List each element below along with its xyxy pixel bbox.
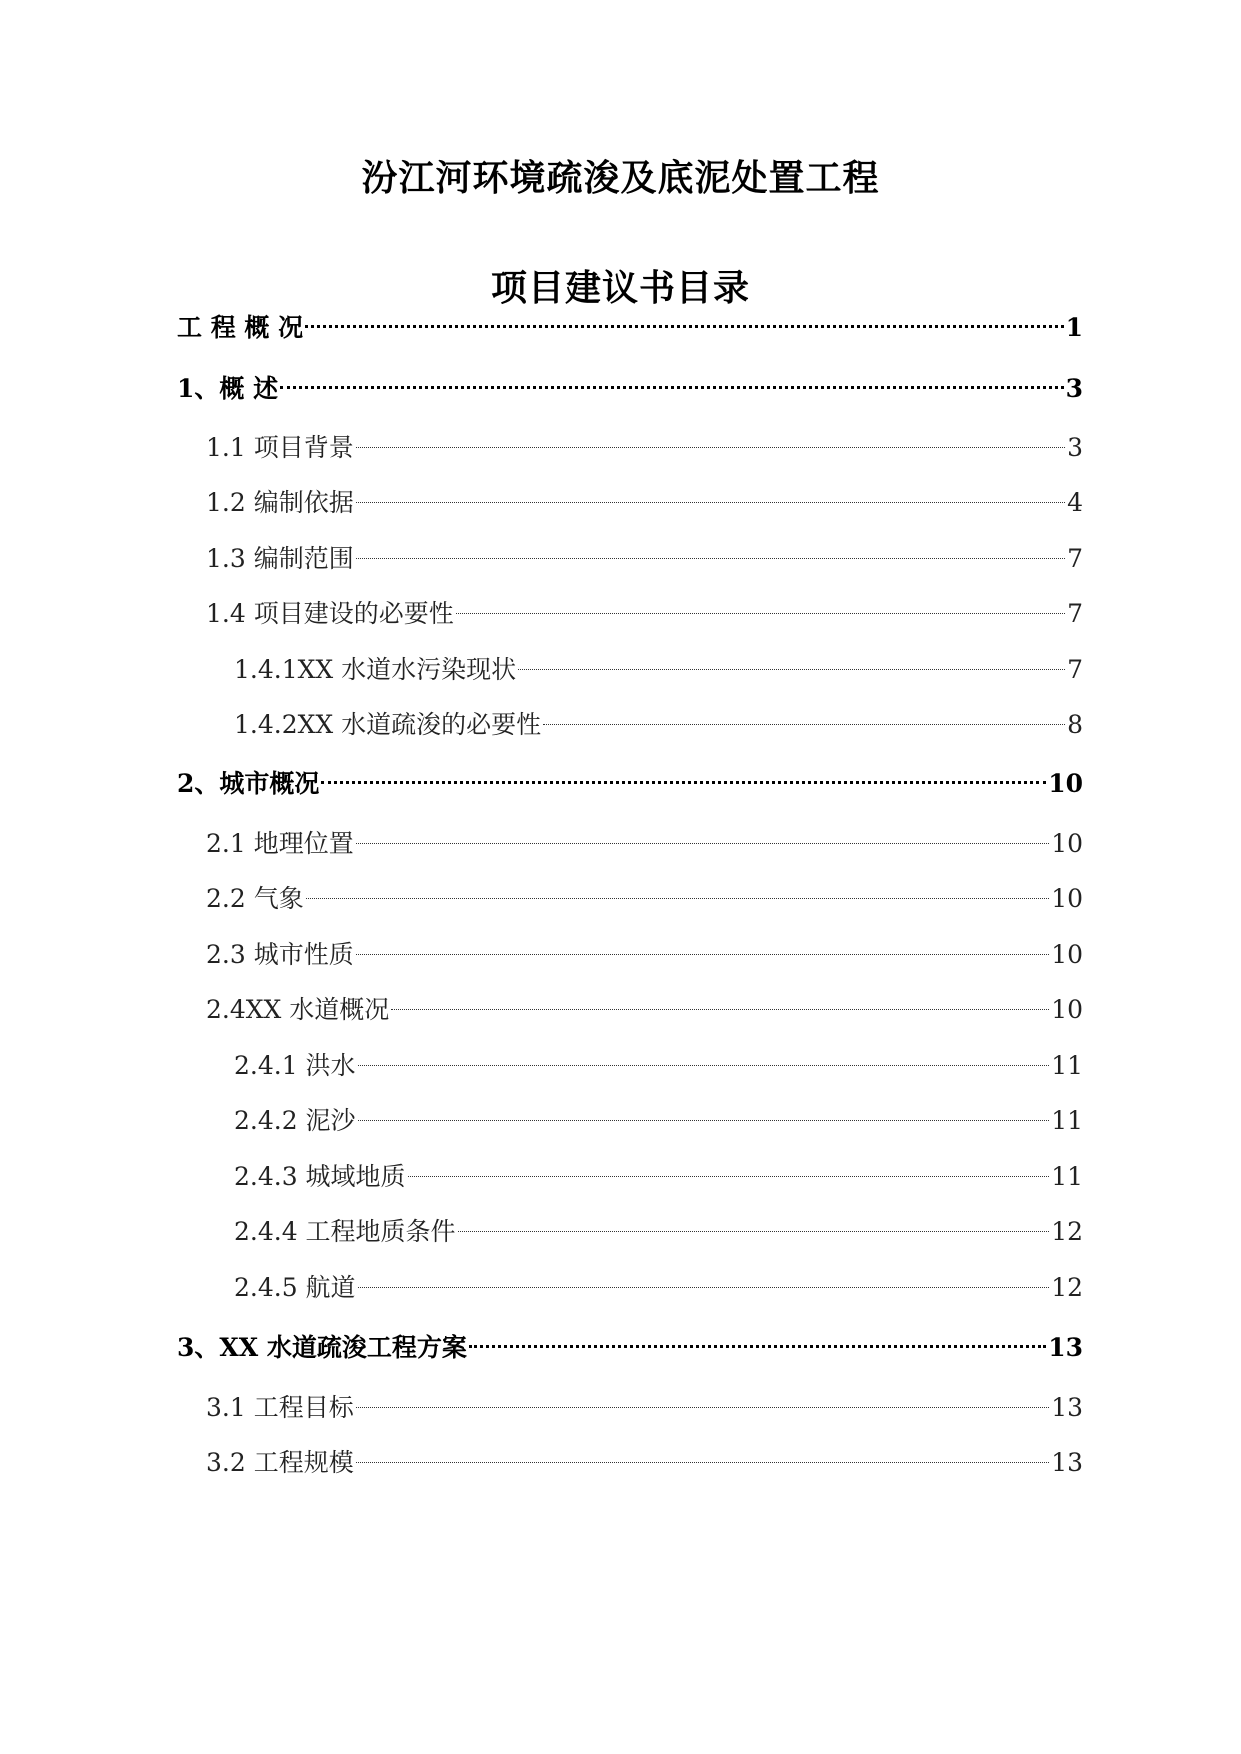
toc-leader-dots <box>356 422 1065 456</box>
toc-entry-label: 1.2 编制依据 <box>206 488 354 517</box>
toc-leader-dots <box>518 644 1065 678</box>
toc-entry-label: 1.4.1XX 水道水污染现状 <box>234 655 517 684</box>
toc-entry[interactable] <box>234 1095 1083 1135</box>
toc-entry[interactable] <box>206 533 1083 573</box>
toc-leader-dots <box>280 363 1063 397</box>
toc-entry[interactable] <box>206 929 1083 969</box>
toc-entry-label: 1.1 项目背景 <box>206 433 354 462</box>
toc-entry[interactable] <box>234 644 1083 684</box>
toc-entry-page: 13 <box>1051 1393 1083 1422</box>
toc-entry-label: 1.4.2XX 水道疏浚的必要性 <box>234 710 542 739</box>
toc-entry[interactable] <box>177 1322 1083 1362</box>
toc-entry-page: 3 <box>1067 433 1083 462</box>
toc-entry-page: 10 <box>1051 829 1083 858</box>
toc-entry-page: 13 <box>1051 1448 1083 1477</box>
toc-entry[interactable] <box>177 302 1083 342</box>
toc-entry[interactable] <box>234 1040 1083 1080</box>
toc-entry-label: 2.4.2 泥沙 <box>234 1106 356 1135</box>
toc-entry[interactable] <box>234 1151 1083 1191</box>
toc-entry[interactable] <box>177 363 1083 403</box>
toc-entry[interactable] <box>206 873 1083 913</box>
toc-leader-dots <box>356 1437 1049 1471</box>
toc-leader-dots <box>458 1206 1050 1240</box>
toc-leader-dots <box>356 533 1065 567</box>
toc-entry-label: 2.4.1 洪水 <box>234 1051 356 1080</box>
toc-leader-dots <box>456 588 1065 622</box>
toc-entry[interactable] <box>206 422 1083 462</box>
toc-leader-dots <box>358 1095 1050 1129</box>
toc-entry[interactable] <box>206 1437 1083 1477</box>
toc-entry-label: 2.4XX 水道概况 <box>206 995 390 1024</box>
toc-entry-label: 2.4.3 城域地质 <box>234 1162 406 1191</box>
toc-entry-label: 3.2 工程规模 <box>206 1448 354 1477</box>
toc-leader-dots <box>358 1262 1050 1296</box>
toc-leader-dots <box>358 1040 1050 1074</box>
toc-entry-page: 3 <box>1065 374 1083 403</box>
toc-leader-dots <box>356 929 1049 963</box>
toc-leader-dots <box>305 302 1063 336</box>
toc-entry-label: 1.4 项目建设的必要性 <box>206 599 454 628</box>
toc-leader-dots <box>469 1322 1046 1356</box>
toc-entry-label: 3、XX 水道疏浚工程方案 <box>177 1333 467 1362</box>
toc-entry[interactable] <box>206 984 1083 1024</box>
toc-leader-dots <box>543 699 1065 733</box>
toc-entry-page: 13 <box>1048 1333 1083 1362</box>
toc-entry-page: 12 <box>1051 1273 1083 1302</box>
toc-leader-dots <box>356 818 1049 852</box>
toc-leader-dots <box>356 477 1065 511</box>
toc-entry-page: 10 <box>1051 995 1083 1024</box>
toc-entry-label: 2.1 地理位置 <box>206 829 354 858</box>
toc-entry[interactable] <box>234 1206 1083 1246</box>
toc-leader-dots <box>391 984 1049 1018</box>
document-subtitle: 项目建议书目录 <box>490 267 750 309</box>
toc-entry-page: 10 <box>1051 940 1083 969</box>
toc-entry-page: 11 <box>1051 1051 1083 1080</box>
toc-entry-label: 1、概 述 <box>177 374 279 403</box>
toc-entry-page: 11 <box>1051 1106 1083 1135</box>
toc-entry[interactable] <box>206 1382 1083 1422</box>
toc-entry[interactable] <box>206 818 1083 858</box>
toc-entry-page: 8 <box>1067 710 1083 739</box>
toc-leader-dots <box>306 873 1049 907</box>
document-title: 汾江河环境疏浚及底泥处置工程 <box>361 157 880 199</box>
toc-entry-label: 1.3 编制范围 <box>206 544 354 573</box>
toc-entry[interactable] <box>206 588 1083 628</box>
toc-leader-dots <box>408 1151 1050 1185</box>
toc-entry-page: 7 <box>1067 544 1083 573</box>
toc-entry-label: 2、城市概况 <box>177 769 320 798</box>
toc-entry[interactable] <box>234 1262 1083 1302</box>
toc-entry-page: 10 <box>1051 884 1083 913</box>
toc-entry-label: 工 程 概 况 <box>177 313 304 342</box>
toc-entry-label: 3.1 工程目标 <box>206 1393 354 1422</box>
toc-entry-page: 12 <box>1051 1217 1083 1246</box>
toc-entry[interactable] <box>177 758 1083 798</box>
toc-entry[interactable] <box>234 699 1083 739</box>
toc-entry-label: 2.2 气象 <box>206 884 304 913</box>
toc-entry[interactable] <box>206 477 1083 517</box>
toc-entry-label: 2.3 城市性质 <box>206 940 354 969</box>
toc-entry-page: 11 <box>1051 1162 1083 1191</box>
toc-entry-page: 7 <box>1067 599 1083 628</box>
toc-entry-label: 2.4.4 工程地质条件 <box>234 1217 456 1246</box>
toc-leader-dots <box>356 1382 1049 1416</box>
toc-entry-label: 2.4.5 航道 <box>234 1273 356 1302</box>
toc-leader-dots <box>321 758 1046 792</box>
toc-entry-page: 1 <box>1065 313 1083 342</box>
toc-entry-page: 7 <box>1067 655 1083 684</box>
toc-entry-page: 4 <box>1067 488 1083 517</box>
toc-entry-page: 10 <box>1048 769 1083 798</box>
